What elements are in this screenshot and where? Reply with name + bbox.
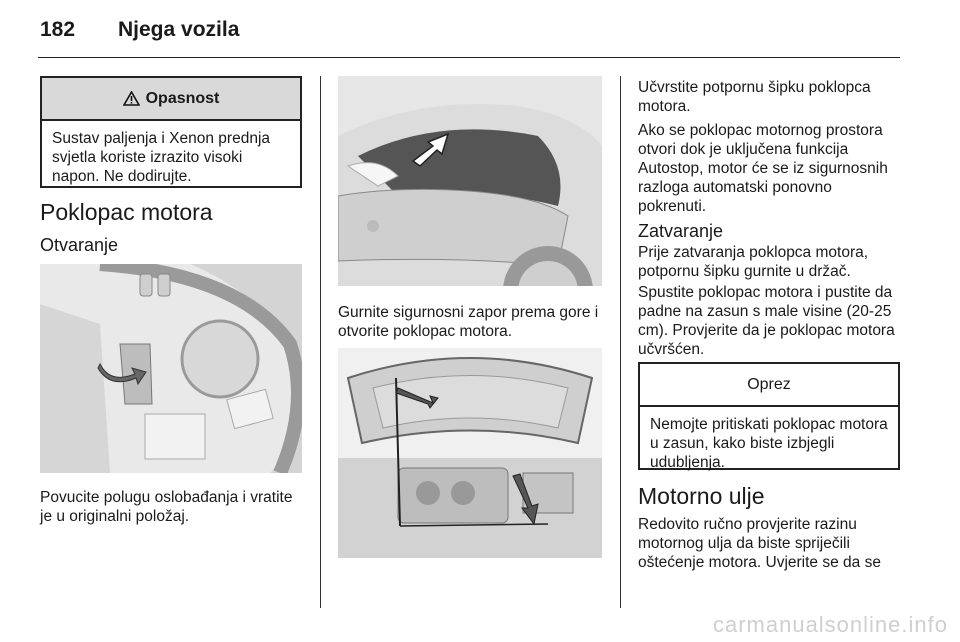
- subheading-close: Zatvaranje: [638, 221, 724, 241]
- safety-catch-illustration: [338, 76, 602, 286]
- column-divider-right: [620, 76, 621, 608]
- subheading-open: Otvaranje: [40, 235, 119, 255]
- section-heading-oil: Motorno ulje: [638, 483, 765, 509]
- header-rule: [38, 57, 900, 58]
- watermark: carmanualsonline.info: [712, 612, 948, 637]
- caption-latch: Gurnite sigurnosni zapor prema gore i otvorite poklopac motora.: [338, 304, 599, 340]
- engine-bay-illustration: [338, 348, 602, 558]
- warning-triangle-icon: [123, 91, 140, 106]
- danger-box-title: Opasnost: [145, 89, 220, 107]
- para-autostop: Ako se poklopac motornog prostora otvori dok je uključena funkcija Autostop, motor će se iz sigurnosnih razloga automatski ponovno pokrenuti.: [638, 122, 888, 215]
- page-title: Njega vozila: [118, 18, 240, 41]
- caption-lever: Povucite polugu oslobađanja i vratite je u originalni položaj.: [40, 489, 293, 525]
- danger-box-header: [42, 78, 300, 121]
- danger-box-text: Sustav paljenja i Xenon prednja svjetla koriste izrazito visoki napon. Ne dodirujte.: [52, 130, 271, 185]
- para-close-1: Prije zatvaranja poklopca motora, potpornu šipku gurnite u držač.: [638, 244, 869, 280]
- page-number: 182: [40, 18, 76, 41]
- caution-box: [638, 362, 900, 470]
- para-fix-rod: Učvrstite potpornu šipku poklopca motora.: [638, 79, 871, 115]
- release-lever-illustration: [40, 264, 302, 473]
- column-divider-left: [320, 76, 321, 608]
- caution-box-text: Nemojte pritiskati poklopac motora u zasun, kako biste izbjegli udubljenja.: [650, 416, 888, 471]
- para-oil: Redovito ručno provjerite razinu motornog ulja da biste spriječili oštećenje motora. Uvjerite se da se: [638, 516, 881, 571]
- para-close-2: Spustite poklopac motora i pustite da padne na zasun s male visine (20-25 cm). Provjerite da je poklopac motora učvršćen.: [638, 284, 895, 358]
- caution-box-title: Oprez: [747, 375, 791, 393]
- section-heading-hood: Poklopac motora: [40, 199, 213, 225]
- danger-box: [40, 76, 302, 188]
- caution-box-header: [640, 364, 898, 407]
